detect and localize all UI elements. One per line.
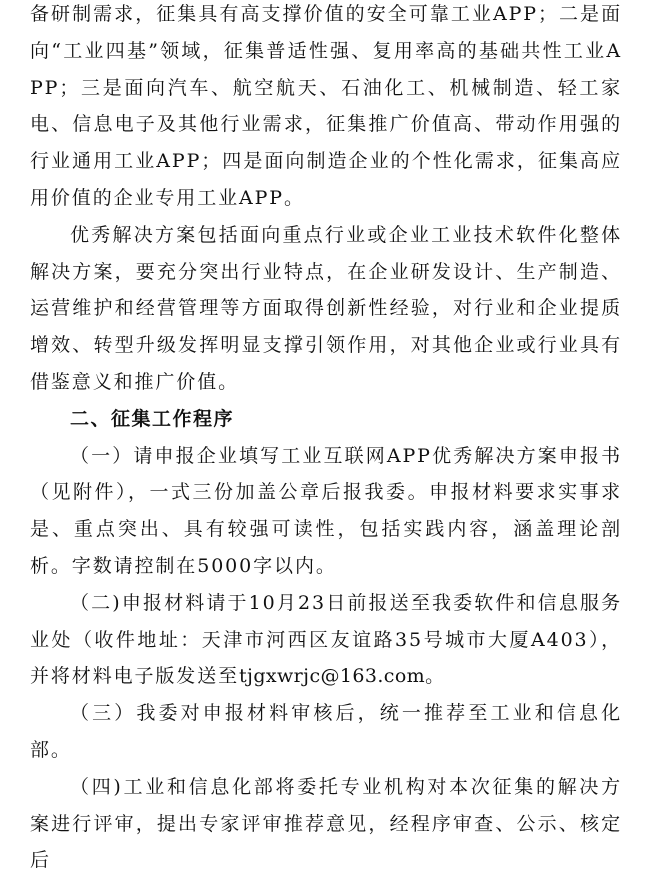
- paragraph-step-1: （一）请申报企业填写工业互联网APP优秀解决方案申报书（见附件），一式三份加盖公章后报我委。申报材料要求实事求是、重点突出、具有较强可读性，包括实践内容，涵盖理论剖析。字数请控制在5000字以内。: [30, 444, 622, 577]
- paragraph-step-4: （四)工业和信息化部将委托专业机构对本次征集的解决方案进行评审，提出专家评审推荐意见，经程序审查、公示、核定后: [30, 775, 622, 872]
- section-heading-procedure: 二、征集工作程序: [70, 407, 235, 430]
- email-address: tjgxwrjc@163.com: [239, 665, 426, 688]
- paragraph-step-2: [30, 585, 622, 695]
- paragraph-solutions: 优秀解决方案包括面向重点行业或企业工业技术软件化整体解决方案，要充分突出行业特点，在企业研发设计、生产制造、运营维护和经营管理等方面取得创新性经验，对行业和企业提质增效、转型升级发挥明显支撑引领作用，对其他企业或行业具有借鉴意义和推广价值。: [30, 223, 622, 393]
- document-page: [30, 0, 622, 879]
- paragraph-app-categories: 备研制需求，征集具有高支撑价值的安全可靠工业APP；二是面向“工业四基”领域，征集普适性强、复用率高的基础共性工业APP；三是面向汽车、航空航天、石油化工、机械制造、轻工家电、信息电子及其他行业需求，征集推广价值高、带动作用强的行业通用工业APP；四是面向制造企业的个性化需求，征集高应用价值的企业专用工业APP。: [30, 3, 622, 209]
- paragraph-step-3: （三）我委对申报材料审核后，统一推荐至工业和信息化部。: [30, 702, 622, 761]
- step-2-text: （二)申报材料请于10月23日前报送至我委软件和信息服务业处（收件地址：天津市河西区友谊路35号城市大厦A403），并将材料电子版发送至: [30, 591, 622, 688]
- step-2-end: 。: [425, 665, 447, 688]
